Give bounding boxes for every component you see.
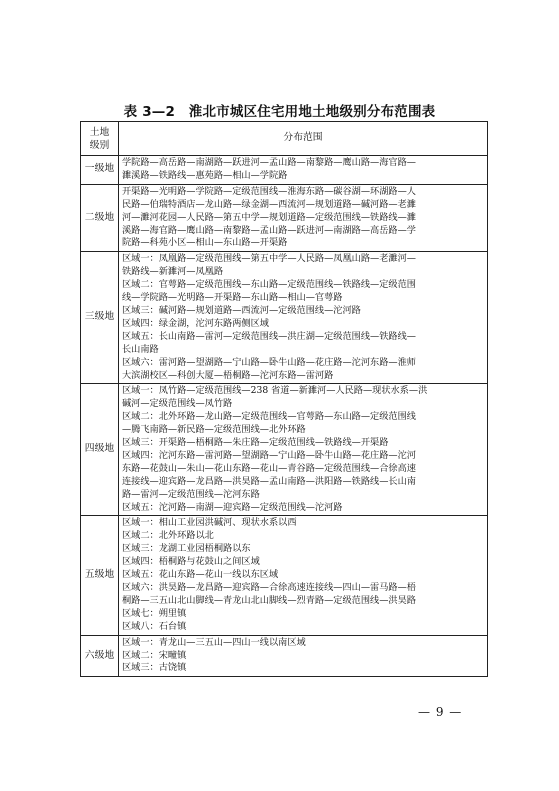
range-line: 区域一：凤竹路—定级范围线—238 省道—新濉河—人民路—现状水系—洪 [122, 385, 428, 397]
range-line: 区域二：宋疃镇 [122, 649, 187, 661]
table-row [81, 156, 488, 185]
range-cell [119, 516, 488, 635]
range-line: 大滨湖校区—科创大厦—梧桐路—沱河东路—雷河路 [122, 369, 334, 381]
range-line: 区域一：凤凰路—定级范围线—第五中学—人民路—凤凰山路—老濉河— [122, 253, 416, 265]
page-number: — 9 — [418, 705, 463, 719]
header-level-line2: 级别 [89, 139, 110, 151]
range-line: 区域四：绿金湖，沱河东路两侧区域 [122, 317, 269, 329]
range-line: 区域七：朔里镇 [122, 607, 187, 619]
table-row [81, 252, 488, 384]
range-line: 民路—伯瑞特酒店—龙山路—绿金湖—西流河—规划道路—碱河路—老濉 [122, 198, 416, 210]
range-line: 河—濉河花园—人民路—第五中学—规划道路—定级范围线—铁路线—濉 [122, 211, 416, 223]
range-line: 东路—花鼓山—朱山—花山东路—花山—青谷路—定级范围线—合徐高速 [122, 462, 416, 474]
range-line: 区域三：碱河路—规划道路—西流河—定级范围线—沱河路 [122, 304, 361, 316]
range-line: 区域一：青龙山—三五山—四山一线以南区域 [122, 636, 306, 648]
level-cell: 一级地 [81, 156, 119, 185]
range-line: 区域六：洪昊路—龙昌路—迎宾路—合徐高速连接线—四山—雷马路—梧 [122, 582, 416, 593]
range-line: 区域三：龙湖工业园梧桐路以东 [122, 543, 251, 555]
range-cell [119, 384, 488, 516]
range-line: 碱河—定级范围线—凤竹路 [122, 398, 233, 410]
header-level-cell [81, 122, 119, 156]
range-line: 区域五：花山东路—花山一线以东区域 [122, 569, 279, 581]
range-line: 连接线—迎宾路—龙昌路—洪昊路—孟山南路—洪阳路—铁路线—长山南 [122, 475, 416, 487]
range-line: 区域三：开渠路—梧桐路—朱庄路—定级范围线—铁路线—开渠路 [122, 437, 389, 449]
land-level-table [80, 121, 488, 677]
range-line: 开渠路—光明路—学院路—定级范围线—淮海东路—碳谷湖—环湖路—人 [122, 185, 416, 197]
range-line: 铁路线—新濉河—凤凰路 [122, 266, 224, 278]
range-line: 濉溪路—铁路线—惠苑路—相山—学院路 [122, 169, 288, 181]
level-cell: 五级地 [81, 516, 119, 635]
range-line: 区域二：北外环路—龙山路—定级范围线—官萼路—东山路—定级范围线 [122, 411, 416, 423]
range-line: 区域一：相山工业园洪碱河、现状水系以西 [122, 517, 297, 529]
range-line: 区域二：北外环路以北 [122, 530, 214, 542]
header-level-line1: 土地 [89, 126, 110, 138]
range-cell [119, 156, 488, 185]
level-cell: 二级地 [81, 184, 119, 252]
table-row [81, 384, 488, 516]
range-line: 长山南路 [122, 343, 159, 355]
range-line: 区域八：石台镇 [122, 620, 187, 632]
range-line: 区域六：雷河路—望湖路—宁山路—卧牛山路—花庄路—沱河东路—淮师 [122, 356, 416, 368]
range-line: 区域五：沱河路—南湖—迎宾路—定级范围线—沱河路 [122, 501, 343, 513]
range-line: 溪路—海官路—鹰山路—南黎路—孟山路—跃进河—南湖路—高岳路—学 [122, 224, 416, 236]
range-line: 区域四：梧桐路与花鼓山之间区域 [122, 556, 260, 568]
range-line: —腾飞南路—新民路—定级范围线—北外环路 [122, 424, 306, 436]
range-cell [119, 252, 488, 384]
range-cell [119, 184, 488, 252]
table-row [81, 635, 488, 677]
range-line: 区域四：沱河东路—雷河路—望湖路—宁山路—卧牛山路—花庄路—沱河 [122, 449, 416, 461]
range-line: 区域五：长山南路—雷河—定级范围线—洪庄湖—定级范围线—铁路线— [122, 330, 416, 342]
table-row [81, 184, 488, 252]
table-title: 表 3—2 淮北市城区住宅用地土地级别分布范围表 [123, 104, 436, 120]
range-line: 区域三：古饶镇 [122, 662, 187, 674]
table-header-row [81, 122, 488, 156]
range-line: 路—雷河—定级范围线—沱河东路 [122, 488, 260, 500]
level-cell: 四级地 [81, 384, 119, 516]
range-line: 桐路—三五山北山脚线—青龙山北山脚线—烈青路—定级范围线—洪昊路 [122, 594, 416, 606]
table-row [81, 516, 488, 635]
header-range-cell: 分布范围 [119, 122, 488, 156]
range-line: 线—学院路—光明路—开渠路—东山路—相山—官萼路 [122, 292, 343, 304]
level-cell: 三级地 [81, 252, 119, 384]
range-line: 院路—科苑小区—相山—东山路—开渠路 [122, 237, 288, 249]
range-line: 学院路—高岳路—南湖路—跃进河—孟山路—南黎路—鹰山路—海官路— [122, 157, 416, 168]
range-line: 区域二：官萼路—定级范围线—东山路—定级范围线—铁路线—定级范围 [122, 279, 416, 291]
level-cell: 六级地 [81, 635, 119, 677]
range-cell [119, 635, 488, 677]
